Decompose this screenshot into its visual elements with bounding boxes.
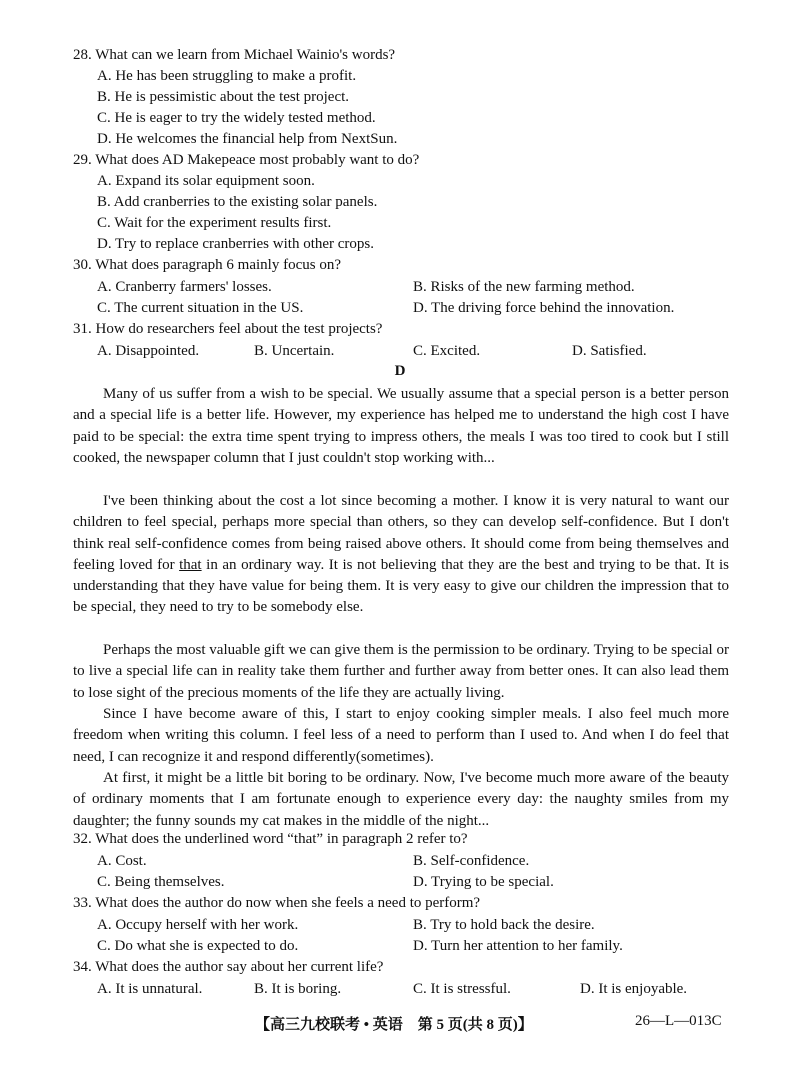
q32-option-b: B. Self-confidence. <box>413 853 530 869</box>
q29-option-b: B. Add cranberries to the existing solar panels. <box>97 194 378 210</box>
q28-option-d: D. He welcomes the financial help from NextSun. <box>97 131 398 147</box>
section-label: D <box>394 363 406 379</box>
q31-option-a: A. Disappointed. <box>97 343 200 359</box>
footer-paper-code: 26—L—013C <box>635 1013 722 1029</box>
q31-option-d: D. Satisfied. <box>572 343 647 359</box>
question-34-stem: 34. What does the author say about her current life? <box>73 959 384 975</box>
question-32-stem: 32. What does the underlined word “that” in paragraph 2 refer to? <box>73 831 468 847</box>
question-28-stem: 28. What can we learn from Michael Wainio's words? <box>73 47 396 63</box>
passage-paragraph-1 <box>73 384 729 469</box>
paragraph-2-text-before: I've been thinking about the cost a lot since becoming a mother. I know it is very natural to want our children to feel special, perhaps more special than others, so they can develop self-confidence. But I don't think real self-confidence comes from being raised above others. It should come from being themselves and feeling loved for <box>73 493 729 573</box>
passage-paragraph-2 <box>73 491 729 619</box>
q32-option-a: A. Cost. <box>97 853 147 869</box>
q28-option-a: A. He has been struggling to make a profit. <box>97 68 357 84</box>
question-33-stem: 33. What does the author do now when she feels a need to perform? <box>73 895 481 911</box>
q31-option-b: B. Uncertain. <box>254 343 335 359</box>
q29-option-d: D. Try to replace cranberries with other crops. <box>97 236 375 252</box>
passage-paragraph-4 <box>73 704 729 768</box>
paragraph-1-text: Many of us suffer from a wish to be special. We usually assume that a special person is a better person and a special life is a better life. However, my experience has helped me to understand the high cost I have paid to be special: the extra time spent trying to impress others, the meals I was too tired to cook but I still cooked, the newspaper column that I just couldn't stop working with... <box>73 386 729 466</box>
paragraph-5-text: At first, it might be a little bit boring to be ordinary. Now, I've become much more aware of the beauty of ordinary moments that I am fortunate enough to experience every day: the naughty smiles from my daughter; the funny sounds my cat makes in the middle of the night... <box>73 770 729 829</box>
q34-option-b: B. It is boring. <box>254 981 342 997</box>
question-29-stem: 29. What does AD Makepeace most probably want to do? <box>73 152 420 168</box>
question-31-stem: 31. How do researchers feel about the test projects? <box>73 321 383 337</box>
footer-exam-info: 【高三九校联考 • 英语 第 5 页(共 8 页)】 <box>255 1017 533 1033</box>
q30-option-d: D. The driving force behind the innovation. <box>413 300 675 316</box>
q30-option-b: B. Risks of the new farming method. <box>413 279 635 295</box>
q29-option-c: C. Wait for the experiment results first. <box>97 215 332 231</box>
q30-option-a: A. Cranberry farmers' losses. <box>97 279 272 295</box>
q33-option-d: D. Turn her attention to her family. <box>413 938 623 954</box>
paragraph-4-text: Since I have become aware of this, I start to enjoy cooking simpler meals. I also feel much more freedom when writing this column. I feel less of a need to perform than I used to. And when I do feel that need, I can recognize it and respond differently(sometimes). <box>73 706 729 765</box>
q33-option-c: C. Do what she is expected to do. <box>97 938 299 954</box>
q30-option-c: C. The current situation in the US. <box>97 300 304 316</box>
question-30-stem: 30. What does paragraph 6 mainly focus on? <box>73 257 341 273</box>
q31-option-c: C. Excited. <box>413 343 481 359</box>
q32-option-c: C. Being themselves. <box>97 874 225 890</box>
q33-option-b: B. Try to hold back the desire. <box>413 917 595 933</box>
q34-option-a: A. It is unnatural. <box>97 981 203 997</box>
passage-paragraph-5 <box>73 768 729 832</box>
q29-option-a: A. Expand its solar equipment soon. <box>97 173 315 189</box>
q28-option-b: B. He is pessimistic about the test project. <box>97 89 350 105</box>
underlined-word-that: that <box>179 556 202 573</box>
paragraph-2-text-after: in an ordinary way. It is not believing that they are the best and trying to be that. It is understanding that they have value for being them. It is very easy to give our children the impression that to be special, they need to try to be somebody else. <box>73 556 729 616</box>
passage-paragraph-3 <box>73 640 729 704</box>
q34-option-c: C. It is stressful. <box>413 981 511 997</box>
q33-option-a: A. Occupy herself with her work. <box>97 917 299 933</box>
q28-option-c: C. He is eager to try the widely tested method. <box>97 110 376 126</box>
q34-option-d: D. It is enjoyable. <box>580 981 688 997</box>
q32-option-d: D. Trying to be special. <box>413 874 554 890</box>
paragraph-3-text: Perhaps the most valuable gift we can give them is the permission to be ordinary. Trying to be special or to live a special life can in reality take them further and further away from better ones. It can also lead them to lose sight of the precious moments of the life they are actually living. <box>73 642 729 701</box>
